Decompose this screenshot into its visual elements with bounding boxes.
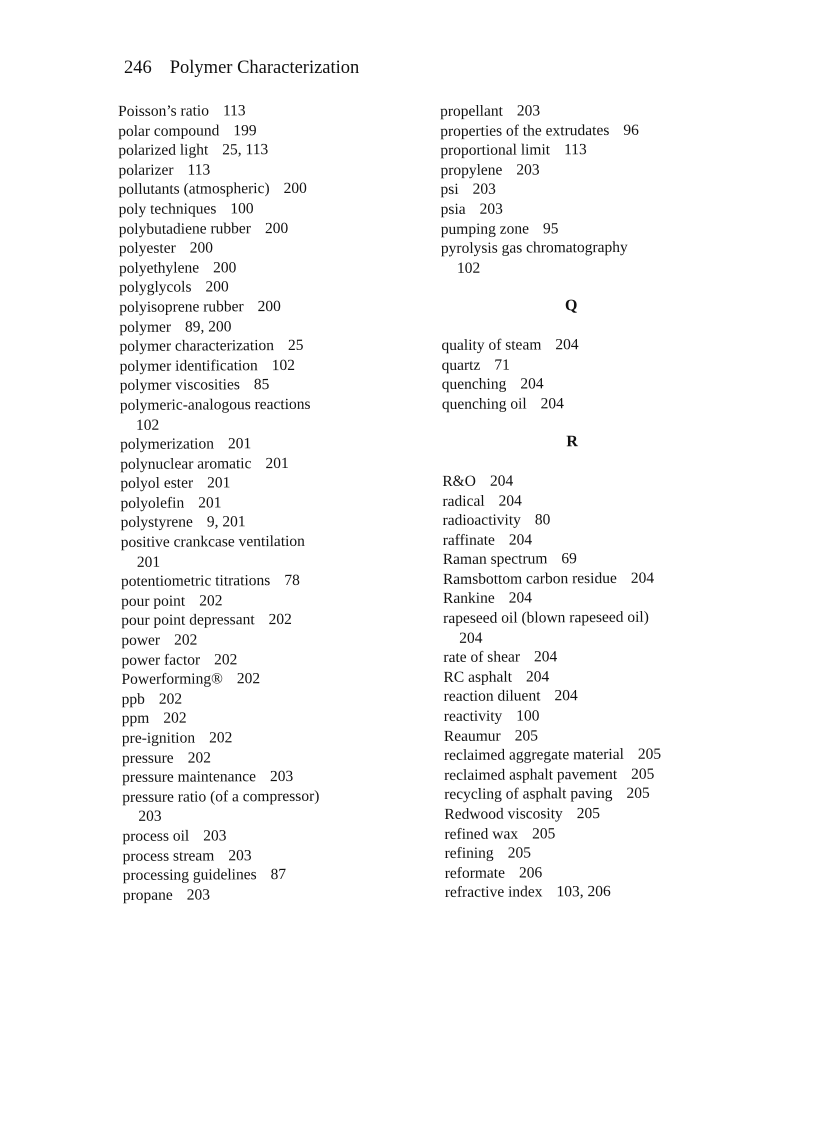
index-pages: 200 (283, 180, 307, 198)
index-pages: 202 (187, 749, 211, 767)
index-term: pyrolysis gas chromatography (440, 239, 628, 258)
index-term: positive crankcase ventilation (120, 532, 305, 552)
index-entry (444, 803, 714, 824)
index-pages: 202 (173, 631, 198, 649)
index-pages: 202 (199, 592, 223, 610)
index-term: polyglycols (119, 278, 192, 297)
index-entry (444, 784, 714, 805)
index-entry (444, 725, 714, 746)
index-entry (118, 139, 418, 160)
index-pages: 95 (542, 219, 559, 237)
index-entry (444, 823, 714, 844)
index-term: polynuclear aromatic (120, 454, 252, 473)
index-term: polarized light (118, 141, 209, 160)
index-left-column (118, 100, 423, 905)
index-pages: 204 (459, 629, 483, 647)
index-pages: 201 (227, 435, 252, 453)
index-pages: 102 (271, 356, 296, 374)
index-term: proportional limit (440, 141, 551, 160)
index-term: propylene (440, 161, 503, 179)
index-entry (119, 277, 419, 298)
section-letter-r: R (566, 433, 578, 451)
index-pages: 203 (138, 808, 162, 826)
index-pages: 200 (205, 278, 229, 296)
index-term: polyisoprene rubber (119, 298, 244, 316)
index-term: polymer viscosities (119, 376, 240, 395)
index-term: raffinate (442, 531, 495, 549)
index-pages: 199 (233, 121, 257, 139)
index-pages: 203 (228, 846, 252, 864)
index-r-entries (442, 470, 715, 903)
index-entry (121, 629, 421, 650)
index-term: pour point (120, 592, 186, 610)
index-term: refined wax (444, 825, 519, 843)
index-pages: 25, 113 (222, 141, 269, 159)
index-term: pollutants (atmospheric) (118, 180, 270, 199)
index-term: polymer (119, 318, 172, 336)
index-entry (120, 453, 420, 474)
index-entry (444, 764, 714, 785)
index-entry (443, 549, 713, 570)
index-term: polymer characterization (119, 337, 275, 356)
index-pages: 204 (498, 492, 522, 510)
index-entry (440, 140, 710, 161)
index-pages: 113 (564, 141, 587, 159)
index-q-entries (441, 334, 711, 414)
index-entry (122, 825, 422, 846)
index-term: pressure maintenance (122, 768, 257, 787)
index-entry (441, 198, 711, 219)
index-term: power factor (121, 651, 201, 669)
index-pages: 205 (626, 785, 650, 803)
index-entry (440, 100, 710, 121)
index-pages: 102 (135, 416, 160, 434)
index-term: Redwood viscosity (444, 805, 563, 823)
index-term: process stream (122, 846, 215, 865)
index-pages: 202 (209, 729, 233, 747)
index-term: psi (440, 181, 459, 199)
index-term: psia (440, 200, 466, 218)
index-entry (118, 179, 418, 200)
index-term: Ramsbottom carbon residue (442, 569, 617, 588)
index-right-column (440, 100, 715, 903)
index-pages: 204 (630, 569, 655, 587)
index-pages: 203 (269, 768, 294, 786)
index-entry (120, 492, 420, 513)
index-entry (441, 238, 711, 279)
index-pages: 78 (284, 572, 300, 590)
index-pages: 204 (489, 472, 514, 490)
index-entry (442, 490, 712, 511)
index-pages: 200 (189, 239, 214, 257)
index-term: quenching oil (441, 395, 527, 413)
index-term: process oil (122, 827, 190, 845)
index-pages: 201 (198, 494, 222, 512)
index-entry (121, 668, 421, 689)
index-entry (443, 666, 713, 687)
index-term: polarizer (118, 161, 174, 179)
index-term: reclaimed aggregate material (443, 746, 624, 765)
index-term: reformate (444, 864, 506, 882)
index-entry (121, 649, 421, 670)
index-entry (445, 862, 715, 883)
index-term: quenching (441, 375, 507, 394)
index-entry (119, 218, 419, 239)
index-entry (445, 843, 715, 864)
page-number: 246 (124, 58, 152, 78)
index-entry (442, 354, 712, 375)
index-pages: 201 (136, 553, 161, 571)
index-entry (123, 845, 423, 866)
index-entry (118, 159, 418, 180)
index-pages: 204 (520, 375, 544, 393)
index-term: polar compound (118, 121, 220, 140)
index-term: Raman spectrum (442, 550, 548, 569)
index-entry (443, 607, 713, 648)
index-entry (443, 568, 713, 589)
index-pages: 87 (270, 866, 287, 884)
index-term: R&O (442, 472, 476, 490)
index-term: Rankine (442, 590, 495, 608)
index-entry (120, 355, 420, 376)
index-pages: 113 (187, 161, 211, 179)
index-entry (443, 647, 713, 668)
index-term: radioactivity (442, 511, 521, 530)
index-term: quality of steam (441, 336, 542, 354)
index-pages: 203 (516, 161, 540, 179)
index-entry (119, 198, 419, 219)
index-pages: 200 (257, 297, 281, 316)
index-term: quartz (441, 356, 481, 374)
index-entry (121, 590, 421, 611)
index-pages: 203 (203, 827, 227, 845)
index-pages: 80 (534, 511, 551, 529)
index-pages: 204 (555, 336, 579, 354)
index-term: pressure ratio (of a compressor) (122, 787, 320, 806)
index-entry (122, 727, 422, 748)
index-term: polybutadiene rubber (118, 219, 251, 238)
index-term: recycling of asphalt paving (444, 785, 613, 804)
index-pages: 203 (516, 102, 541, 120)
index-pages: 204 (533, 648, 558, 666)
index-pages: 202 (214, 650, 238, 669)
index-entry (119, 237, 419, 258)
index-entry (440, 120, 710, 141)
index-term: Powerforming® (121, 670, 223, 689)
index-term: polyolefin (120, 494, 185, 512)
index-pages: 103, 206 (556, 883, 611, 901)
index-term: rapeseed oil (blown rapeseed oil) (443, 608, 649, 628)
index-pages: 205 (532, 824, 556, 843)
index-entry (118, 100, 418, 121)
index-term: propellant (440, 102, 503, 120)
index-entry (441, 218, 711, 239)
index-term: pressure (121, 749, 174, 767)
index-term: power (121, 631, 161, 650)
index-pages: 102 (456, 259, 481, 277)
index-pages: 85 (253, 376, 270, 394)
index-entry (119, 316, 419, 337)
index-entry (444, 705, 714, 726)
index-term: ppm (121, 710, 150, 728)
index-term: pre-ignition (121, 729, 196, 747)
index-entry (119, 335, 419, 356)
index-pages: 202 (158, 690, 183, 708)
index-entry (442, 393, 712, 414)
index-term: pumping zone (440, 220, 530, 238)
index-entry (443, 529, 713, 550)
index-entry (440, 159, 710, 180)
index-pages: 203 (472, 181, 496, 199)
index-pages: 201 (207, 474, 231, 492)
index-entry (442, 373, 712, 394)
index-entry (120, 472, 420, 493)
index-entry (119, 296, 419, 317)
index-term: rate of shear (443, 648, 521, 667)
index-term: Poisson’s ratio (118, 102, 209, 120)
index-entry (444, 686, 714, 707)
index-pages: 202 (163, 709, 187, 728)
index-pages: 201 (265, 454, 289, 472)
index-entry (123, 884, 423, 905)
index-pages: 89, 200 (184, 317, 232, 336)
index-term: propane (122, 886, 173, 904)
index-pages: 200 (264, 219, 289, 237)
index-p-entries (440, 100, 711, 278)
index-entry (120, 433, 420, 454)
index-pages: 113 (222, 102, 246, 120)
index-term: potentiometric titrations (120, 572, 271, 591)
index-entry (120, 374, 420, 395)
index-pages: 96 (623, 121, 639, 139)
index-pages: 205 (637, 745, 662, 764)
index-entry (123, 864, 423, 885)
index-term: properties of the extrudates (440, 121, 610, 140)
index-term: reclaimed asphalt pavement (444, 765, 618, 784)
index-pages: 205 (631, 765, 655, 783)
index-entry (440, 179, 710, 200)
index-term: refractive index (444, 883, 543, 902)
running-title: Polymer Characterization (169, 58, 360, 78)
index-term: polystyrene (120, 514, 193, 532)
index-pages: 205 (507, 844, 531, 862)
index-pages: 71 (494, 356, 510, 374)
index-pages: 200 (213, 259, 237, 277)
index-entry (122, 708, 422, 729)
index-pages: 204 (554, 687, 578, 705)
index-pages: 204 (540, 394, 564, 413)
index-entry (122, 747, 422, 768)
index-term: poly techniques (118, 200, 217, 218)
index-pages: 203 (479, 200, 503, 218)
index-pages: 202 (236, 670, 261, 688)
index-term: processing guidelines (122, 866, 257, 885)
index-term: polyol ester (120, 474, 194, 493)
index-entry (443, 588, 713, 609)
index-pages: 69 (561, 550, 577, 568)
index-pages: 100 (516, 707, 540, 725)
index-entry (441, 334, 711, 355)
index-entry (120, 394, 420, 435)
index-pages: 205 (576, 805, 601, 823)
index-term: polyethylene (118, 259, 200, 277)
index-entry (122, 766, 422, 787)
index-term: ppb (121, 690, 145, 708)
index-entry (442, 509, 712, 530)
index-entry (119, 257, 419, 278)
index-entry (122, 688, 422, 709)
index-entry (121, 610, 421, 631)
index-term: polymeric-analogous reactions (119, 395, 311, 414)
index-pages: 204 (508, 589, 532, 608)
index-term: Reaumur (443, 727, 501, 745)
index-entry (118, 120, 418, 141)
page-header (124, 58, 359, 79)
index-pages: 9, 201 (206, 513, 246, 531)
index-term: polymerization (120, 435, 214, 454)
index-pages: 204 (508, 531, 533, 549)
index-term: RC asphalt (443, 668, 513, 686)
section-letter-q: Q (564, 297, 578, 315)
index-entry (121, 570, 421, 591)
index-entry (445, 882, 715, 903)
index-entry (444, 745, 714, 766)
index-entry (442, 470, 712, 491)
index-term: pour point depressant (121, 611, 255, 630)
index-pages: 206 (518, 864, 543, 882)
index-term: reaction diluent (443, 687, 541, 706)
index-pages: 25 (287, 336, 304, 355)
index-pages: 202 (268, 611, 292, 629)
index-term: radical (442, 492, 485, 510)
index-pages: 100 (230, 200, 254, 218)
index-term: polyester (118, 239, 176, 258)
index-pages: 204 (525, 668, 550, 686)
index-term: polymer identification (119, 356, 258, 375)
index-entry (121, 512, 421, 533)
index-pages: 203 (186, 886, 211, 904)
index-term: reactivity (443, 707, 503, 726)
index-term: refining (444, 844, 494, 863)
index-entry (121, 531, 421, 572)
index-pages: 205 (514, 727, 539, 745)
index-entry (122, 786, 422, 827)
